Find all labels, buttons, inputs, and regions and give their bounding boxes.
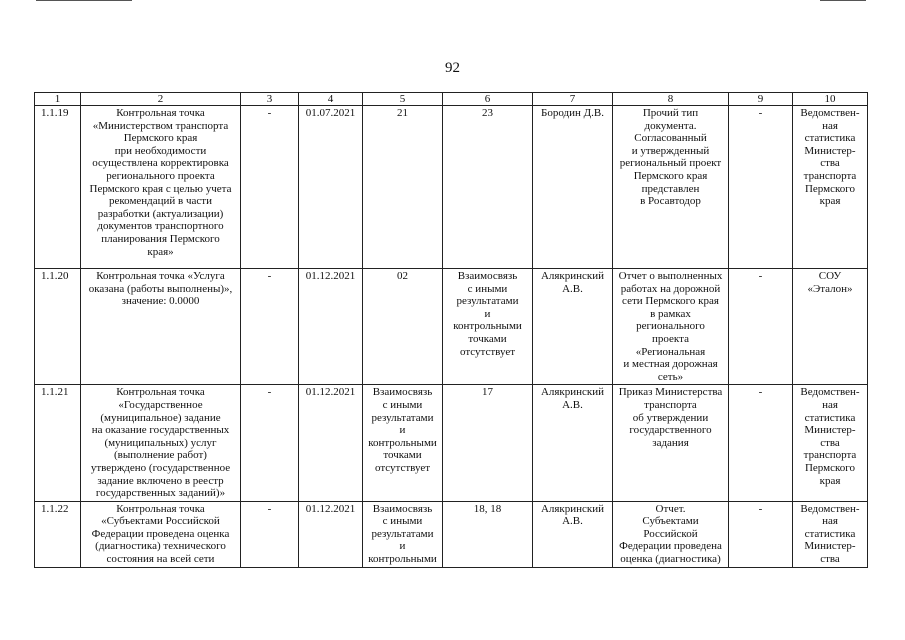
document-type: Отчет о выполненных работах на дорожной сети Пермского края в рамках регионального проекта «Региональная и местная дорожная сеть» — [613, 269, 729, 385]
table-row — [35, 269, 868, 385]
control-points-table — [34, 92, 868, 568]
responsible-person: Алякринский А.В. — [533, 385, 613, 501]
item-number: 1.1.22 — [35, 501, 81, 567]
date-cell: 01.07.2021 — [299, 106, 363, 269]
cell-col5: Взаимосвязь с иными результатами и контрольными точками отсутствует — [363, 385, 443, 501]
table-row — [35, 501, 868, 567]
column-number-row — [35, 93, 868, 106]
cell-col6: 17 — [443, 385, 533, 501]
control-point-description: Контрольная точка «Министерством транспорта Пермского края при необходимости осуществлена корректировка регионального проекта Пермского края с целью учета рекомендаций в части разработки (актуализации) документов транспортного планирования Пермского края» — [81, 106, 241, 269]
cell-col5: 02 — [363, 269, 443, 385]
information-source: Ведомствен- ная статистика Министер- ства транспорта Пермского края — [793, 106, 868, 269]
table-row — [35, 106, 868, 269]
document-type: Отчет. Субъектами Российской Федерации проведена оценка (диагностика) — [613, 501, 729, 567]
top-rule-left — [36, 0, 132, 1]
document-type: Приказ Министерства транспорта об утверждении государственного задания — [613, 385, 729, 501]
column-number: 8 — [613, 93, 729, 106]
cell-col5: Взаимосвязь с иными результатами и контрольными — [363, 501, 443, 567]
cell-col3: - — [241, 106, 299, 269]
responsible-person: Алякринский А.В. — [533, 501, 613, 567]
control-point-description: Контрольная точка «Субъектами Российской Федерации проведена оценка (диагностика) технического состояния на всей сети — [81, 501, 241, 567]
column-number: 3 — [241, 93, 299, 106]
information-source: Ведомствен- ная статистика Министер- ства — [793, 501, 868, 567]
column-number: 5 — [363, 93, 443, 106]
cell-col3: - — [241, 501, 299, 567]
item-number: 1.1.19 — [35, 106, 81, 269]
cell-col6: 18, 18 — [443, 501, 533, 567]
column-number: 6 — [443, 93, 533, 106]
control-point-description: Контрольная точка «Государственное (муниципальное) задание на оказание государственных (муниципальных) услуг (выполнение работ) утверждено (государственное задание включено в реестр государственных заданий)» — [81, 385, 241, 501]
information-source: Ведомствен- ная статистика Министер- ства транспорта Пермского края — [793, 385, 868, 501]
date-cell: 01.12.2021 — [299, 385, 363, 501]
cell-col9: - — [729, 269, 793, 385]
cell-col3: - — [241, 269, 299, 385]
page-number: 92 — [445, 60, 460, 76]
item-number: 1.1.20 — [35, 269, 81, 385]
cell-col9: - — [729, 106, 793, 269]
top-rule-right — [820, 0, 866, 1]
cell-col6: 23 — [443, 106, 533, 269]
document-type: Прочий тип документа. Согласованный и утвержденный региональный проект Пермского края представлен в Росавтодор — [613, 106, 729, 269]
table-row — [35, 385, 868, 501]
cell-col9: - — [729, 501, 793, 567]
item-number: 1.1.21 — [35, 385, 81, 501]
cell-col6: Взаимосвязь с иными результатами и контрольными точками отсутствует — [443, 269, 533, 385]
responsible-person: Бородин Д.В. — [533, 106, 613, 269]
cell-col9: - — [729, 385, 793, 501]
column-number: 9 — [729, 93, 793, 106]
information-source: СОУ «Эталон» — [793, 269, 868, 385]
cell-col5: 21 — [363, 106, 443, 269]
cell-col3: - — [241, 385, 299, 501]
date-cell: 01.12.2021 — [299, 501, 363, 567]
date-cell: 01.12.2021 — [299, 269, 363, 385]
column-number: 7 — [533, 93, 613, 106]
column-number: 2 — [81, 93, 241, 106]
column-number: 10 — [793, 93, 868, 106]
column-number: 4 — [299, 93, 363, 106]
control-point-description: Контрольная точка «Услуга оказана (работы выполнены)», значение: 0.0000 — [81, 269, 241, 385]
responsible-person: Алякринский А.В. — [533, 269, 613, 385]
column-number: 1 — [35, 93, 81, 106]
